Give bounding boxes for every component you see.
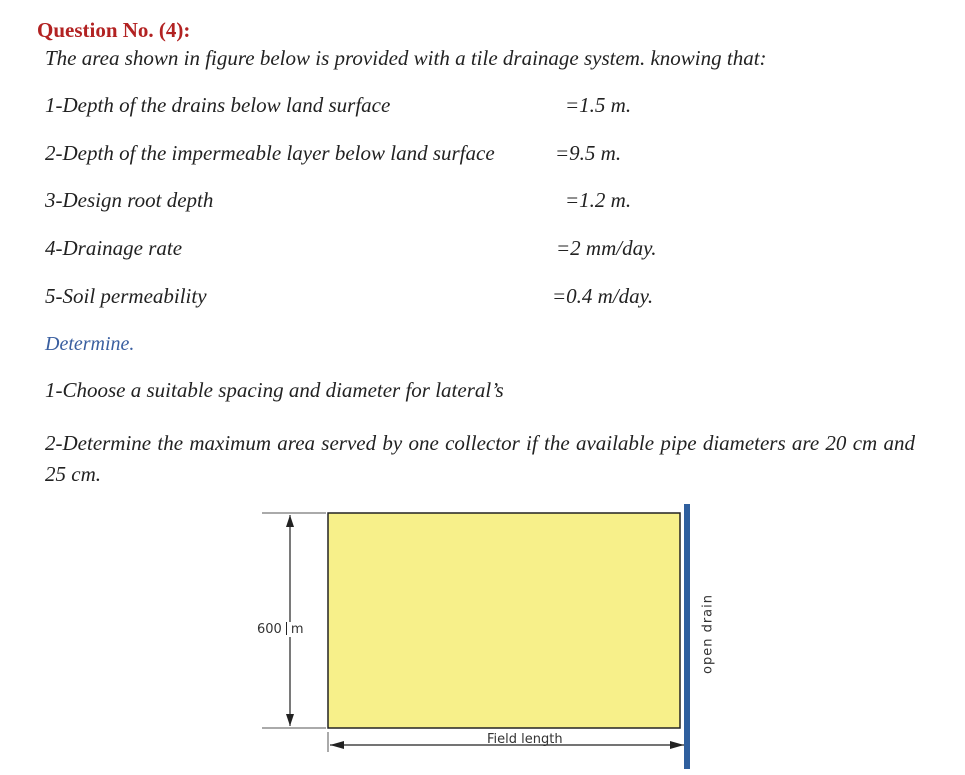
data-label-root-depth: 3-Design root depth [45, 188, 214, 212]
determine-item-1: 1-Choose a suitable spacing and diameter for lateral’s [45, 378, 504, 402]
data-value-root-depth: =1.2 m. [565, 188, 632, 212]
width-label [256, 622, 305, 637]
data-value-permeability: =0.4 m/day. [552, 284, 654, 308]
open-drain-label: open drain [700, 594, 716, 674]
determine-heading: Determine. [45, 333, 135, 355]
field-length-label: Field length [487, 732, 563, 747]
data-value-impermeable-depth: =9.5 m. [555, 141, 622, 165]
width-unit: m [290, 622, 304, 637]
data-label-drainage-rate: 4-Drainage rate [45, 236, 183, 260]
width-value: 600 [257, 622, 282, 637]
question-title: Question No. (4): [37, 18, 191, 42]
dimension-arrow-left [330, 741, 344, 749]
question-intro: The area shown in figure below is provided with a tile drainage system. knowing that: [45, 46, 767, 70]
dimension-arrow-up [286, 515, 294, 527]
dimension-arrow-right [670, 741, 684, 749]
data-label-impermeable-depth: 2-Depth of the impermeable layer below land surface [45, 141, 495, 165]
data-value-drainage-rate: =2 mm/day. [556, 236, 657, 260]
dimension-arrow-down [286, 714, 294, 726]
open-drain-line [684, 504, 690, 769]
determine-item-2: 2-Determine the maximum area served by one collector if the available pipe diameters are 20 cm and 25 cm. [45, 431, 915, 486]
data-label-permeability: 5-Soil permeability [45, 284, 207, 308]
data-label-drain-depth: 1-Depth of the drains below land surface [45, 93, 391, 117]
data-value-drain-depth: =1.5 m. [565, 93, 632, 117]
field-area [328, 513, 680, 728]
